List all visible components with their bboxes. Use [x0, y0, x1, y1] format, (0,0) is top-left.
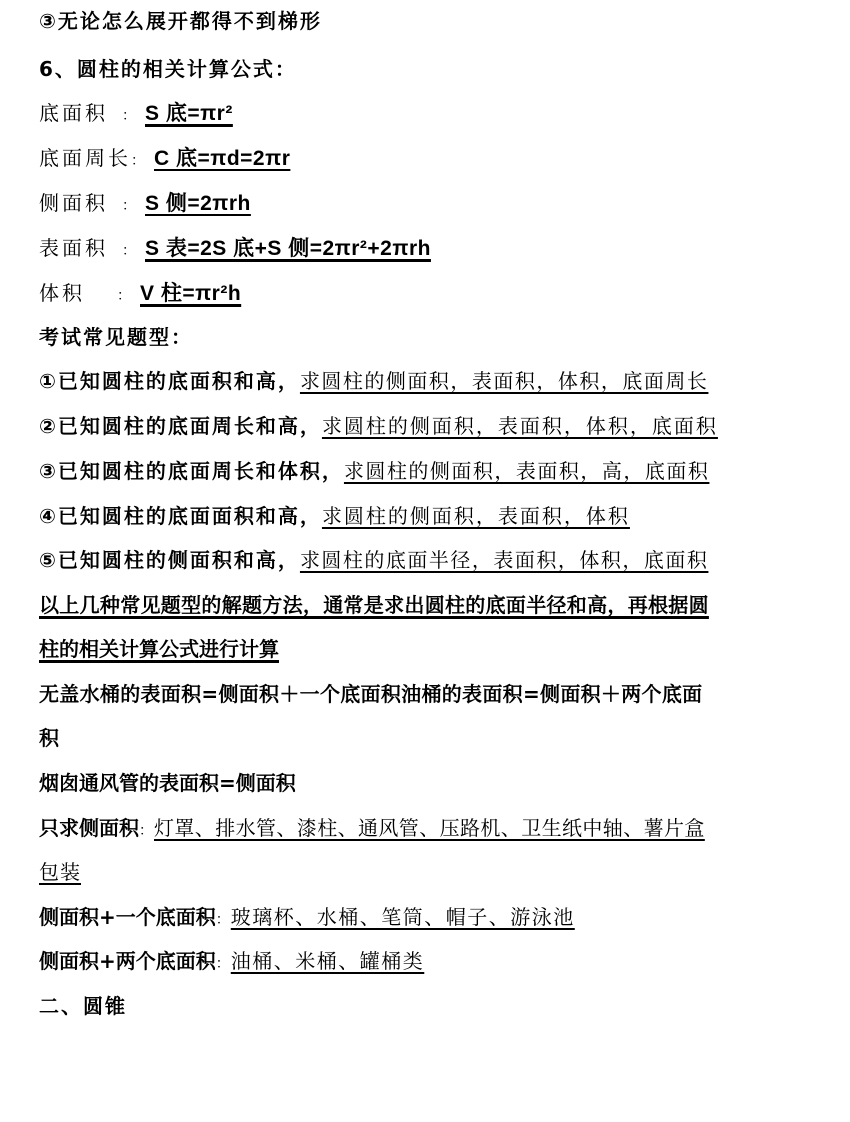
- formula-text: S 底=πr²: [145, 102, 233, 125]
- lateral-one-base-label: 侧面积+一个底面积: [39, 905, 216, 929]
- lateral-two-base-colon: ：: [215, 956, 231, 972]
- chimney-surface: 烟囱通风管的表面积=侧面积: [39, 771, 296, 795]
- question-5: [39, 547, 708, 573]
- lateral-one-base-items: 玻璃杯、水桶、笔筒、帽子、游泳池: [230, 905, 575, 929]
- only-lateral-colon: ：: [139, 823, 154, 839]
- only-lateral-items-cont: 包装: [39, 860, 81, 884]
- question-given: ④已知圆柱的底面面积和高，: [39, 504, 322, 528]
- lateral-plus-two-bases: [39, 948, 424, 977]
- formula-label: 体积: [39, 281, 85, 305]
- question-ask: 求圆柱的侧面积，表面积，高，底面积: [343, 459, 710, 483]
- question-ask: 求圆柱的侧面积，表面积，体积，底面周长: [299, 369, 709, 393]
- formula-label: 侧面积: [39, 191, 108, 215]
- bucket-surface-line-1: 无盖水桶的表面积=侧面积＋一个底面积油桶的表面积=侧面积＋两个底面: [39, 682, 703, 706]
- solution-method-line-1: 以上几种常见题型的解题方法，通常是求出圆柱的底面半径和高，再根据圆: [39, 593, 709, 617]
- question-given: ③已知圆柱的底面周长和体积，: [39, 459, 344, 483]
- formula-text: C 底=πd=2πr: [154, 147, 291, 170]
- formula-surface-area: [39, 235, 431, 264]
- formula-label: 底面周长: [39, 146, 131, 170]
- exam-types-heading: 考试常见题型：: [39, 325, 193, 349]
- only-lateral-items: 灯罩、排水管、漆柱、通风管、压路机、卫生纸中轴、薯片盒: [154, 816, 705, 840]
- formula-text: S 侧=2πrh: [145, 192, 251, 215]
- question-4: [39, 503, 630, 529]
- heading-cylinder-formulas: 6、圆柱的相关计算公式：: [39, 57, 297, 81]
- formula-volume: [39, 280, 241, 309]
- question-ask: 求圆柱的侧面积，表面积，体积，底面积: [321, 414, 718, 438]
- formula-colon: ：: [131, 153, 146, 169]
- only-lateral-line-1: [39, 815, 705, 844]
- formula-base-circumference: [39, 145, 290, 174]
- lateral-plus-one-base: [39, 904, 575, 933]
- heading-no-trapezoid: ③无论怎么展开都得不到梯形: [39, 9, 322, 33]
- only-lateral-label: 只求侧面积: [39, 816, 139, 840]
- formula-colon: ：: [122, 108, 137, 124]
- formula-colon: ：: [122, 198, 137, 214]
- question-3: [39, 458, 709, 484]
- formula-colon: ：: [117, 288, 132, 304]
- lateral-two-base-items: 油桶、米桶、罐桶类: [230, 949, 425, 973]
- question-given: ①已知圆柱的底面积和高，: [39, 369, 300, 393]
- formula-label: 表面积: [39, 236, 108, 260]
- formula-text: S 表=2S 底+S 侧=2πr²+2πrh: [145, 237, 431, 260]
- formula-text: V 柱=πr²h: [140, 282, 242, 305]
- formula-base-area: [39, 100, 233, 129]
- formula-colon: ：: [122, 243, 137, 259]
- formula-label: 底面积: [39, 101, 108, 125]
- bucket-surface-line-2: 积: [39, 726, 59, 750]
- lateral-one-base-colon: ：: [215, 912, 231, 928]
- formula-lateral-area: [39, 190, 251, 219]
- section-cone-heading: 二、圆锥: [39, 994, 127, 1018]
- solution-method-line-2: 柱的相关计算公式进行计算: [39, 637, 279, 661]
- only-lateral-line-2: [39, 859, 81, 885]
- question-given: ⑤已知圆柱的侧面积和高，: [39, 548, 300, 572]
- question-ask: 求圆柱的侧面积，表面积，体积: [321, 504, 630, 528]
- question-1: [39, 368, 708, 394]
- question-ask: 求圆柱的底面半径，表面积，体积，底面积: [299, 548, 709, 572]
- question-given: ②已知圆柱的底面周长和高，: [39, 414, 322, 438]
- lateral-two-base-label: 侧面积+两个底面积: [39, 949, 216, 973]
- question-2: [39, 413, 718, 439]
